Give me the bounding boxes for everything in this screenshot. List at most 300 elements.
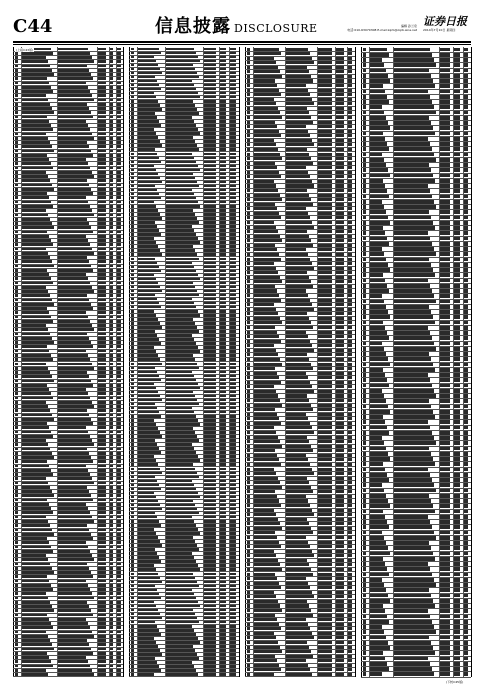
table-cell-text xyxy=(22,350,49,353)
table-cell-text xyxy=(117,294,121,297)
table-cell-text xyxy=(131,48,134,51)
table-cell-text xyxy=(15,456,18,459)
table-cell-text xyxy=(110,260,113,263)
table-cell-text xyxy=(15,614,18,617)
table-cell-text xyxy=(98,367,106,370)
table-cell-text xyxy=(110,154,113,157)
table-cell-text xyxy=(110,196,113,199)
table-cell-text xyxy=(98,286,106,289)
table-cell-text xyxy=(98,643,106,646)
table-cell-text xyxy=(15,499,18,502)
table-cell-text xyxy=(22,507,51,510)
table-cell-text xyxy=(204,48,216,51)
table-cell-text xyxy=(22,520,48,523)
table-cell-text xyxy=(117,99,121,102)
table-cell-text xyxy=(22,154,47,157)
table-cell-text xyxy=(15,439,18,442)
table-cell-text xyxy=(117,248,121,251)
table-cell-text xyxy=(15,652,18,655)
table-cell-text xyxy=(98,520,106,523)
table-cell-text xyxy=(15,367,18,370)
table-cell-text xyxy=(15,660,18,663)
table-cell-text xyxy=(98,380,106,383)
table-cell-text xyxy=(220,48,226,51)
table-cell-text xyxy=(15,597,18,600)
table-cell-text xyxy=(110,520,113,523)
table-cell-text xyxy=(22,260,52,263)
table-cell-text xyxy=(117,418,121,421)
table-cell-text xyxy=(98,248,106,251)
table-cell-text xyxy=(110,384,113,387)
table-cell-text xyxy=(98,158,106,161)
disclosure-tables xyxy=(13,47,471,677)
table-cell-text xyxy=(58,405,94,408)
table-cell-text xyxy=(58,48,88,51)
table-cell-text xyxy=(110,324,113,327)
table-cell-text xyxy=(98,588,106,591)
table-cell-text xyxy=(58,363,92,366)
table-cell-text xyxy=(110,116,113,119)
page-number: C44 xyxy=(13,16,52,38)
table-cell-text xyxy=(22,380,54,383)
table-cell-text xyxy=(98,529,106,532)
table-cell-text xyxy=(110,124,113,127)
table-cell-text xyxy=(22,226,54,229)
table-cell-text xyxy=(110,133,113,136)
table-cell-text xyxy=(98,82,106,85)
table-cell-text xyxy=(22,243,53,246)
table-cell-text xyxy=(98,48,106,51)
table-cell-text xyxy=(98,652,106,655)
table-cell-text xyxy=(22,397,53,400)
cell-divider xyxy=(57,673,58,677)
table-cell-text xyxy=(15,175,18,178)
table-cell-text xyxy=(110,320,113,323)
table-cell-text xyxy=(110,273,113,276)
table-cell-text xyxy=(110,597,113,600)
table-cell-text xyxy=(15,567,18,570)
table-cell-text xyxy=(58,120,86,123)
section-title-chinese: 信息披露 xyxy=(155,16,231,37)
table-cell-text xyxy=(98,503,106,506)
table-cell-text xyxy=(98,273,106,276)
table-cell-text xyxy=(15,477,18,480)
table-cell-text xyxy=(15,656,18,659)
table-cell-text xyxy=(117,363,121,366)
table-cell-text xyxy=(98,77,106,80)
table-cell-text xyxy=(58,367,94,370)
table-cell-text xyxy=(22,77,47,80)
table-cell-text xyxy=(117,235,121,238)
table-cell-text xyxy=(117,435,121,438)
table-cell-text xyxy=(110,60,113,63)
table-cell-text xyxy=(22,482,48,485)
editor-line: 编辑 孙兰泉 xyxy=(323,24,417,28)
table-cell-text xyxy=(58,116,93,119)
table-cell-text xyxy=(58,162,88,165)
table-cell-text xyxy=(58,558,94,561)
table-cell-text xyxy=(15,358,18,361)
table-cell-text xyxy=(22,422,47,425)
table-cell-text xyxy=(131,84,134,87)
table-cell-text xyxy=(22,367,48,370)
table-cell-text xyxy=(58,618,86,621)
table-cell-text xyxy=(117,494,121,497)
table-cell-text xyxy=(110,69,113,72)
table-cell-text xyxy=(22,286,46,289)
table-cell-text xyxy=(58,571,91,574)
table-cell-text xyxy=(98,648,106,651)
table-cell-text xyxy=(220,84,226,87)
table-cell-text xyxy=(98,269,106,272)
table-cell-text xyxy=(58,214,94,217)
table-cell-text xyxy=(22,614,47,617)
table-cell-text xyxy=(117,299,121,302)
table-cell-text xyxy=(15,196,18,199)
table-cell-text xyxy=(117,546,121,549)
table-cell-text xyxy=(117,448,121,451)
table-cell-text xyxy=(22,128,53,131)
table-cell-text xyxy=(204,76,216,79)
table-cell-text xyxy=(110,179,113,182)
table-cell-text xyxy=(117,111,121,114)
table-cell-text xyxy=(15,56,18,59)
table-cell-text xyxy=(110,648,113,651)
table-cell-text xyxy=(117,260,121,263)
table-cell-text xyxy=(98,333,106,336)
table-cell-text xyxy=(58,239,88,242)
table-cell-text xyxy=(15,665,18,668)
table-cell-text xyxy=(22,124,51,127)
table-cell-text xyxy=(98,120,106,123)
issue-date: 2014年7月10日 星期四 xyxy=(423,28,471,32)
table-cell-text xyxy=(15,162,18,165)
table-cell-text xyxy=(22,167,53,170)
table-cell-text xyxy=(110,439,113,442)
table-cell-text xyxy=(22,99,48,102)
table-cell-text xyxy=(117,324,121,327)
table-cell-text xyxy=(22,537,47,540)
table-cell-text xyxy=(22,541,49,544)
table-cell-text xyxy=(230,84,236,87)
table-cell-text xyxy=(22,116,47,119)
table-cell-text xyxy=(110,639,113,642)
table-cell-text xyxy=(22,533,54,536)
table-cell-text xyxy=(98,316,106,319)
table-cell-text xyxy=(58,541,86,544)
table-cell-text xyxy=(98,184,106,187)
table-cell-text xyxy=(98,209,106,212)
table-cell-text xyxy=(58,188,91,191)
table-cell-text xyxy=(98,524,106,527)
table-cell-text xyxy=(98,439,106,442)
table-cell-text xyxy=(98,665,106,668)
table-cell-text xyxy=(138,76,155,79)
table-cell-text xyxy=(15,380,18,383)
table-cell-text xyxy=(22,631,46,634)
table-cell-text xyxy=(58,482,94,485)
table-cell-text xyxy=(98,418,106,421)
table-cell-text xyxy=(58,665,90,668)
table-cell-text xyxy=(117,120,121,123)
table-cell-text xyxy=(15,507,18,510)
table-cell-text xyxy=(22,231,47,234)
table-cell-text xyxy=(204,80,216,83)
table-cell-text xyxy=(22,222,52,225)
table-cell-text xyxy=(58,533,91,536)
table-cell-text xyxy=(117,503,121,506)
table-cell-text xyxy=(58,333,87,336)
table-cell-text xyxy=(22,516,46,519)
table-cell-text xyxy=(117,601,121,604)
table-cell-text xyxy=(98,52,106,55)
table-cell-text xyxy=(220,64,226,67)
table-cell-text xyxy=(110,52,113,55)
table-cell-text xyxy=(110,90,113,93)
table-cell-text xyxy=(58,473,90,476)
table-cell-text xyxy=(117,597,121,600)
table-cell-text xyxy=(58,673,94,676)
table-cell-text xyxy=(110,82,113,85)
table-cell-text xyxy=(15,328,18,331)
table-cell-text xyxy=(15,265,18,268)
table-cell-text xyxy=(110,486,113,489)
table-cell-text xyxy=(58,660,88,663)
table-cell-text xyxy=(98,656,106,659)
table-cell-text xyxy=(117,584,121,587)
table-cell-text xyxy=(110,643,113,646)
table-cell-text xyxy=(15,371,18,374)
table-cell-text xyxy=(204,60,216,63)
table-cell-text xyxy=(98,499,106,502)
table-cell-text xyxy=(117,150,121,153)
table-cell-text xyxy=(98,90,106,93)
table-cell-text xyxy=(117,567,121,570)
table-cell-text xyxy=(98,124,106,127)
table-cell-text xyxy=(110,622,113,625)
table-cell-text xyxy=(22,252,48,255)
table-cell-text xyxy=(110,460,113,463)
table-cell-text xyxy=(15,460,18,463)
table-cell-text xyxy=(110,443,113,446)
table-cell-text xyxy=(110,507,113,510)
table-cell-text xyxy=(15,635,18,638)
table-cell-text xyxy=(58,609,91,612)
table-cell-text xyxy=(117,571,121,574)
table-cell-text xyxy=(98,435,106,438)
table-cell-text xyxy=(15,73,18,76)
table-cell-text xyxy=(98,469,106,472)
table-cell-text xyxy=(58,575,93,578)
table-cell-text xyxy=(58,567,89,570)
table-cell-text xyxy=(110,231,113,234)
table-cell-text xyxy=(110,529,113,532)
table-cell-text xyxy=(15,311,18,314)
table-cell-text xyxy=(22,311,49,314)
table-cell-text xyxy=(22,392,51,395)
table-cell-text xyxy=(117,328,121,331)
table-cell-text xyxy=(98,235,106,238)
table-cell-text xyxy=(110,167,113,170)
table-cell-text xyxy=(98,626,106,629)
table-cell-text xyxy=(58,414,89,417)
table-cell-text xyxy=(22,60,48,63)
table-cell-text xyxy=(166,60,200,63)
table-cell-text xyxy=(15,626,18,629)
table-cell-text xyxy=(110,575,113,578)
table-cell-text xyxy=(98,307,106,310)
table-cell-text xyxy=(22,660,51,663)
table-cell-text xyxy=(117,367,121,370)
table-cell-text xyxy=(22,209,46,212)
table-cell-text xyxy=(110,631,113,634)
table-cell-text xyxy=(15,158,18,161)
table-cell-text xyxy=(110,299,113,302)
table-cell-text xyxy=(98,660,106,663)
table-cell-text xyxy=(58,65,87,68)
table-cell-text xyxy=(98,397,106,400)
table-cell-text xyxy=(22,439,46,442)
table-cell-text xyxy=(98,154,106,157)
cell-divider xyxy=(97,673,98,677)
table-cell-text xyxy=(98,558,106,561)
table-cell-text xyxy=(58,375,89,378)
table-cell-text xyxy=(98,537,106,540)
table-cell-text xyxy=(110,120,113,123)
table-cell-text xyxy=(22,150,54,153)
table-cell-text xyxy=(22,201,51,204)
table-cell-text xyxy=(166,80,192,83)
table-cell-text xyxy=(15,324,18,327)
table-cell-text xyxy=(110,601,113,604)
table-cell-text xyxy=(117,201,121,204)
table-cell-text xyxy=(15,648,18,651)
table-cell-text xyxy=(110,103,113,106)
table-cell-text xyxy=(110,226,113,229)
table-cell-text xyxy=(117,380,121,383)
table-cell-text xyxy=(117,673,121,676)
table-cell-text xyxy=(110,614,113,617)
table-cell-text xyxy=(22,435,53,438)
table-cell-text xyxy=(117,286,121,289)
table-cell-text xyxy=(98,358,106,361)
table-cell-text xyxy=(22,354,51,357)
table-cell-text xyxy=(22,345,47,348)
table-cell-text xyxy=(230,48,236,51)
table-cell-text xyxy=(58,477,92,480)
table-cell-text xyxy=(98,533,106,536)
table-cell-text xyxy=(98,311,106,314)
table-cell-text xyxy=(15,239,18,242)
table-cell-text xyxy=(15,601,18,604)
table-cell-text xyxy=(117,665,121,668)
table-cell-text xyxy=(98,328,106,331)
table-cell-text xyxy=(110,665,113,668)
table-cell-text xyxy=(98,575,106,578)
table-cell-text xyxy=(22,486,50,489)
table-cell-text xyxy=(138,60,156,63)
table-cell-text xyxy=(58,145,89,148)
table-cell-text xyxy=(230,64,236,67)
table-cell-text xyxy=(117,426,121,429)
table-cell-text xyxy=(98,618,106,621)
table-cell-text xyxy=(98,541,106,544)
table-cell-text xyxy=(22,567,52,570)
table-cell-text xyxy=(117,443,121,446)
table-cell-text xyxy=(22,120,49,123)
table-cell-text xyxy=(166,88,196,91)
table-cell-text xyxy=(15,397,18,400)
table-cell-text xyxy=(110,482,113,485)
table-cell-text xyxy=(22,550,53,553)
table-cell-text xyxy=(58,648,91,651)
table-cell-text xyxy=(15,179,18,182)
table-cell-text xyxy=(204,56,216,59)
newspaper-logo: 证券日报 xyxy=(423,16,471,28)
table-cell-text xyxy=(110,294,113,297)
table-cell-text xyxy=(58,358,90,361)
table-cell-text xyxy=(110,252,113,255)
table-cell-text xyxy=(117,316,121,319)
table-cell-text xyxy=(220,52,226,55)
table-cell-text xyxy=(117,639,121,642)
table-cell-text xyxy=(117,188,121,191)
table-cell-text xyxy=(110,350,113,353)
table-cell-text xyxy=(58,639,87,642)
table-cell-text xyxy=(117,669,121,672)
table-cell-text xyxy=(204,72,216,75)
table-cell-text xyxy=(117,384,121,387)
table-cell-text xyxy=(110,201,113,204)
table-cell-text xyxy=(15,337,18,340)
table-cell-text xyxy=(58,350,86,353)
table-cell-text xyxy=(110,494,113,497)
table-cell-text xyxy=(15,154,18,157)
table-cell-text xyxy=(15,133,18,136)
table-cell-text xyxy=(117,622,121,625)
table-cell-text xyxy=(110,86,113,89)
table-cell-text xyxy=(22,358,53,361)
table-cell-text xyxy=(98,563,106,566)
table-cell-text xyxy=(117,154,121,157)
table-cell-text xyxy=(110,473,113,476)
table-cell-text xyxy=(22,328,48,331)
table-cell-text xyxy=(110,128,113,131)
table-cell-text xyxy=(15,486,18,489)
table-cell-text xyxy=(22,609,54,612)
table-cell-text xyxy=(15,171,18,174)
table-cell-text xyxy=(117,656,121,659)
table-cell-text xyxy=(98,554,106,557)
table-cell-text xyxy=(58,256,87,259)
table-cell-text xyxy=(117,588,121,591)
table-cell-text xyxy=(98,465,106,468)
table-cell-text xyxy=(22,622,51,625)
table-cell-text xyxy=(15,469,18,472)
table-cell-text xyxy=(117,239,121,242)
table-cell-text xyxy=(58,443,94,446)
table-cell-text xyxy=(110,141,113,144)
table-cell-text xyxy=(117,60,121,63)
table-cell-text xyxy=(110,375,113,378)
table-cell-text xyxy=(98,448,106,451)
table-cell-text xyxy=(22,456,54,459)
cell-divider xyxy=(116,673,117,677)
table-cell-text xyxy=(98,490,106,493)
table-cell-text xyxy=(22,592,46,595)
table-cell-text xyxy=(58,273,86,276)
table-cell-text xyxy=(58,520,94,523)
